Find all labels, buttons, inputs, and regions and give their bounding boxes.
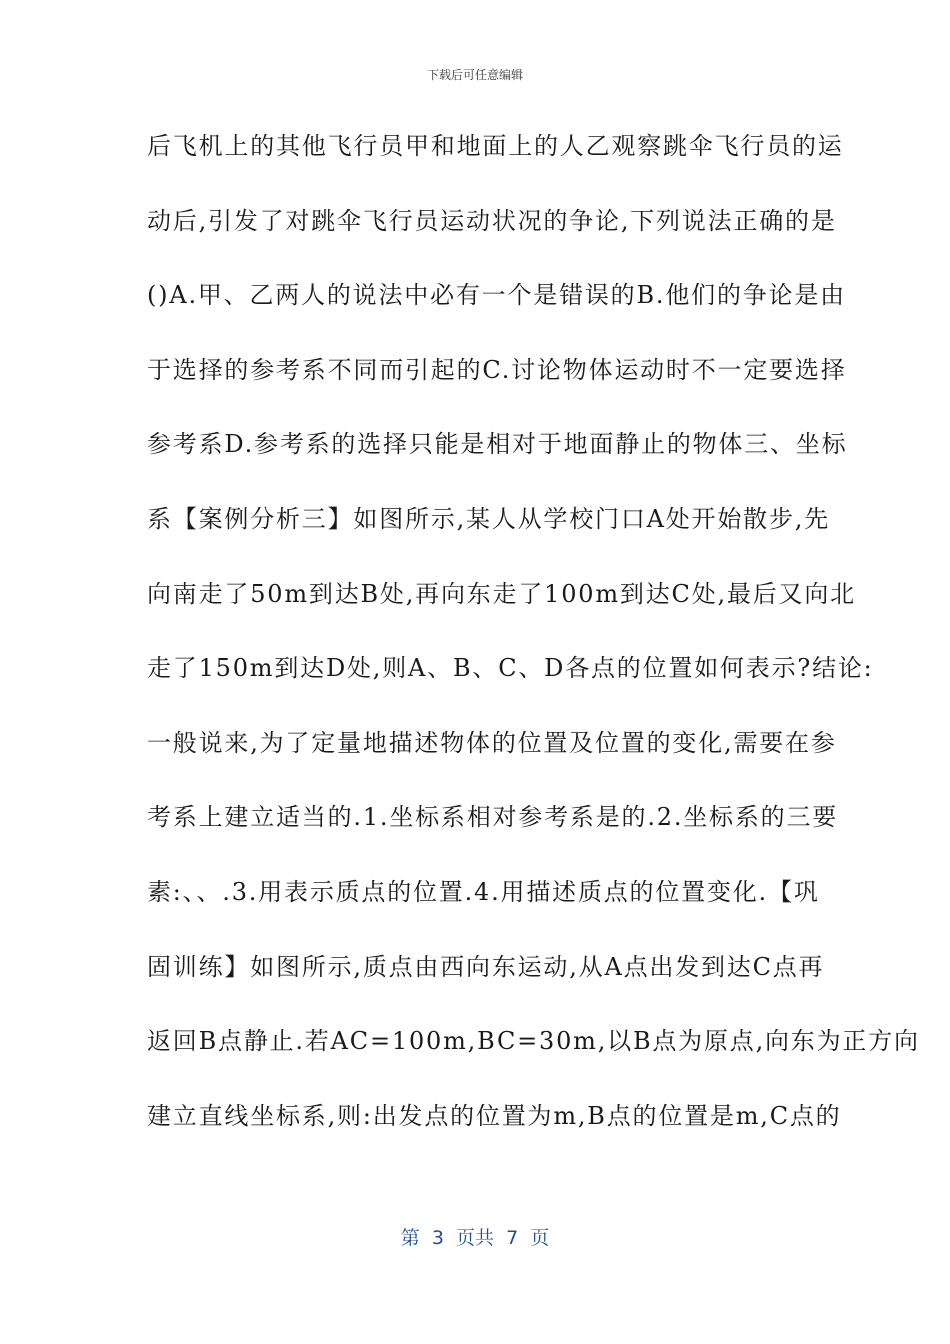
page-header: 下载后可任意编辑 [426,68,523,82]
text-line: 于选择的参考系不同而引起的C.讨论物体运动时不一定要选择 [147,355,847,384]
text-line: 动后,引发了对跳伞飞行员运动状况的争论,下列说法正确的是 [147,206,837,235]
text-line: 素:、、.3.用表示质点的位置.4.用描述质点的位置变化.【巩 [147,877,820,906]
text-line: 固训练】如图所示,质点由西向东运动,从A点出发到达C点再 [147,952,825,981]
text-line: 走了150m到达D处,则A、B、C、D各点的位置如何表示?结论: [147,654,874,683]
text-line: 建立直线坐标系,则:出发点的位置为m,B点的位置是m,C点的 [147,1101,842,1130]
text-line: 考系上建立适当的.1.坐标系相对参考系是的.2.坐标系的三要 [147,803,839,832]
text-line: 参考系D.参考系的选择只能是相对于地面静止的物体三、坐标 [147,430,848,459]
text-line: 一般说来,为了定量地描述物体的位置及位置的变化,需要在参 [147,728,837,757]
text-line: 返回B点静止.若AC=100m,BC=30m,以B点为原点,向东为正方向 [147,1027,920,1056]
page-number-footer: 第 3 页共 7 页 [400,1227,550,1249]
document-body [147,118,920,1162]
text-line: 系【案例分析三】如图所示,某人从学校门口A处开始散步,先 [147,504,830,533]
text-line: 后飞机上的其他飞行员甲和地面上的人乙观察跳伞飞行员的运 [147,132,844,160]
text-line: 向南走了50m到达B处,再向东走了100m到达C处,最后又向北 [147,579,856,608]
text-line: ()A.甲、乙两人的说法中必有一个是错误的B.他们的争论是由 [147,281,846,310]
